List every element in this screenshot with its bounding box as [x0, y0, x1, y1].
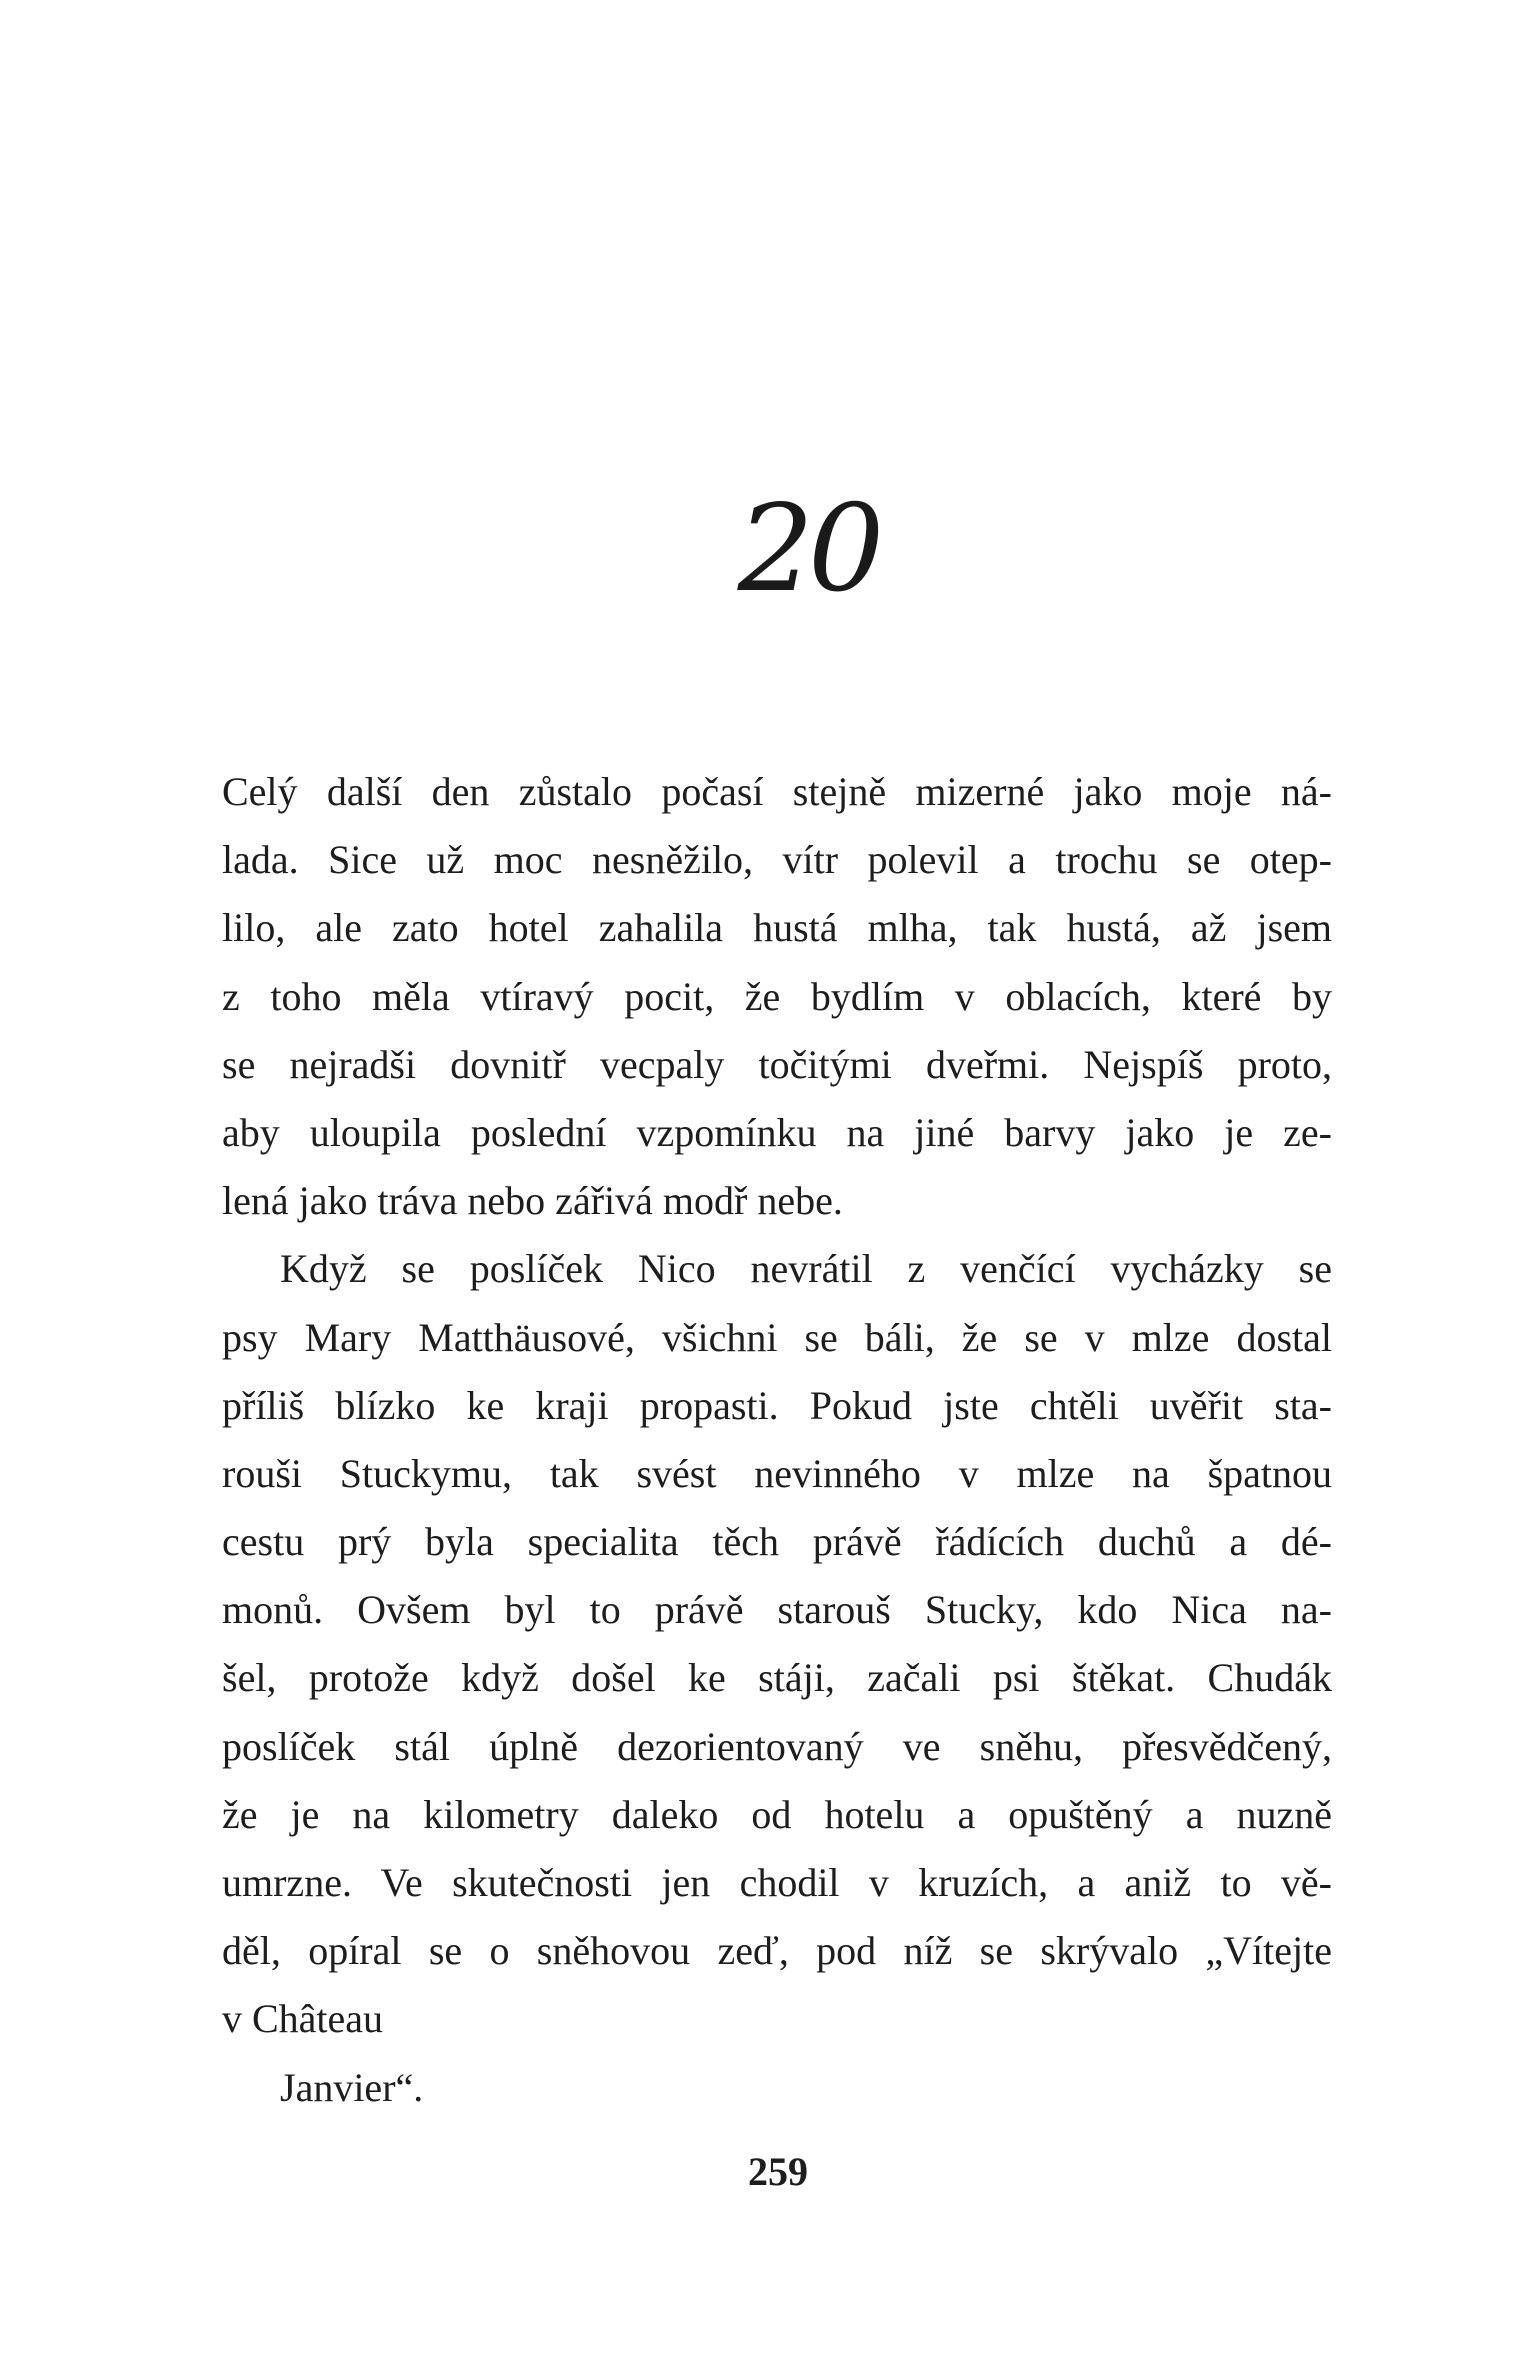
text-line: rouši Stuckymu, tak svést nevinného v mlze na špatnou — [222, 1450, 1332, 1496]
text-line: šel, protože když došel ke stáji, začali psi štěkat. Chudák — [222, 1655, 1332, 1701]
text-line: Celý další den zůstalo počasí stejně mizerné jako moje ná- — [222, 769, 1332, 814]
text-line: cestu prý byla specialita těch právě řádících duchů a dé- — [222, 1519, 1332, 1565]
text-line: monů. Ovšem byl to právě starouš Stucky, kdo Nica na- — [222, 1587, 1332, 1633]
body-text — [222, 758, 1332, 2122]
text-line: lilo, ale zato hotel zahalila hustá mlha, tak hustá, až jsem — [222, 905, 1332, 951]
text-line: v Château — [222, 1996, 384, 2042]
text-line: příliš blízko ke kraji propasti. Pokud jste chtěli uvěřit sta- — [222, 1382, 1332, 1428]
text-line: děl, opíral se o sněhovou zeď, pod níž se skrývalo „Vítejte — [222, 1928, 1332, 1974]
text-line: psy Mary Matthäusové, všichni se báli, že se v mlze dostal — [222, 1314, 1332, 1360]
text-line: z toho měla vtíravý pocit, že bydlím v oblacích, které by — [222, 973, 1332, 1019]
text-line: lada. Sice už moc nesněžilo, vítr polevil a trochu se otep- — [222, 837, 1332, 883]
text-line: lená jako tráva nebo zářivá modř nebe. — [222, 1178, 843, 1224]
text-line: Janvier“. — [280, 2064, 424, 2110]
chapter-number: 20 — [737, 480, 879, 619]
text-line: se nejradši dovnitř vecpaly točitými dveřmi. Nejspíš proto, — [222, 1041, 1332, 1087]
page-number: 259 — [748, 2149, 808, 2194]
text-line: umrzne. Ve skutečnosti jen chodil v kruzích, a aniž to vě- — [222, 1860, 1332, 1905]
text-line: Když se poslíček Nico nevrátil z venčící vycházky se — [280, 1246, 1332, 1292]
text-line: že je na kilometry daleko od hotelu a opuštěný a nuzně — [222, 1791, 1332, 1837]
text-line: aby uloupila poslední vzpomínku na jiné barvy jako je ze- — [222, 1109, 1332, 1155]
text-line: poslíček stál úplně dezorientovaný ve sněhu, přesvědčený, — [222, 1723, 1332, 1769]
